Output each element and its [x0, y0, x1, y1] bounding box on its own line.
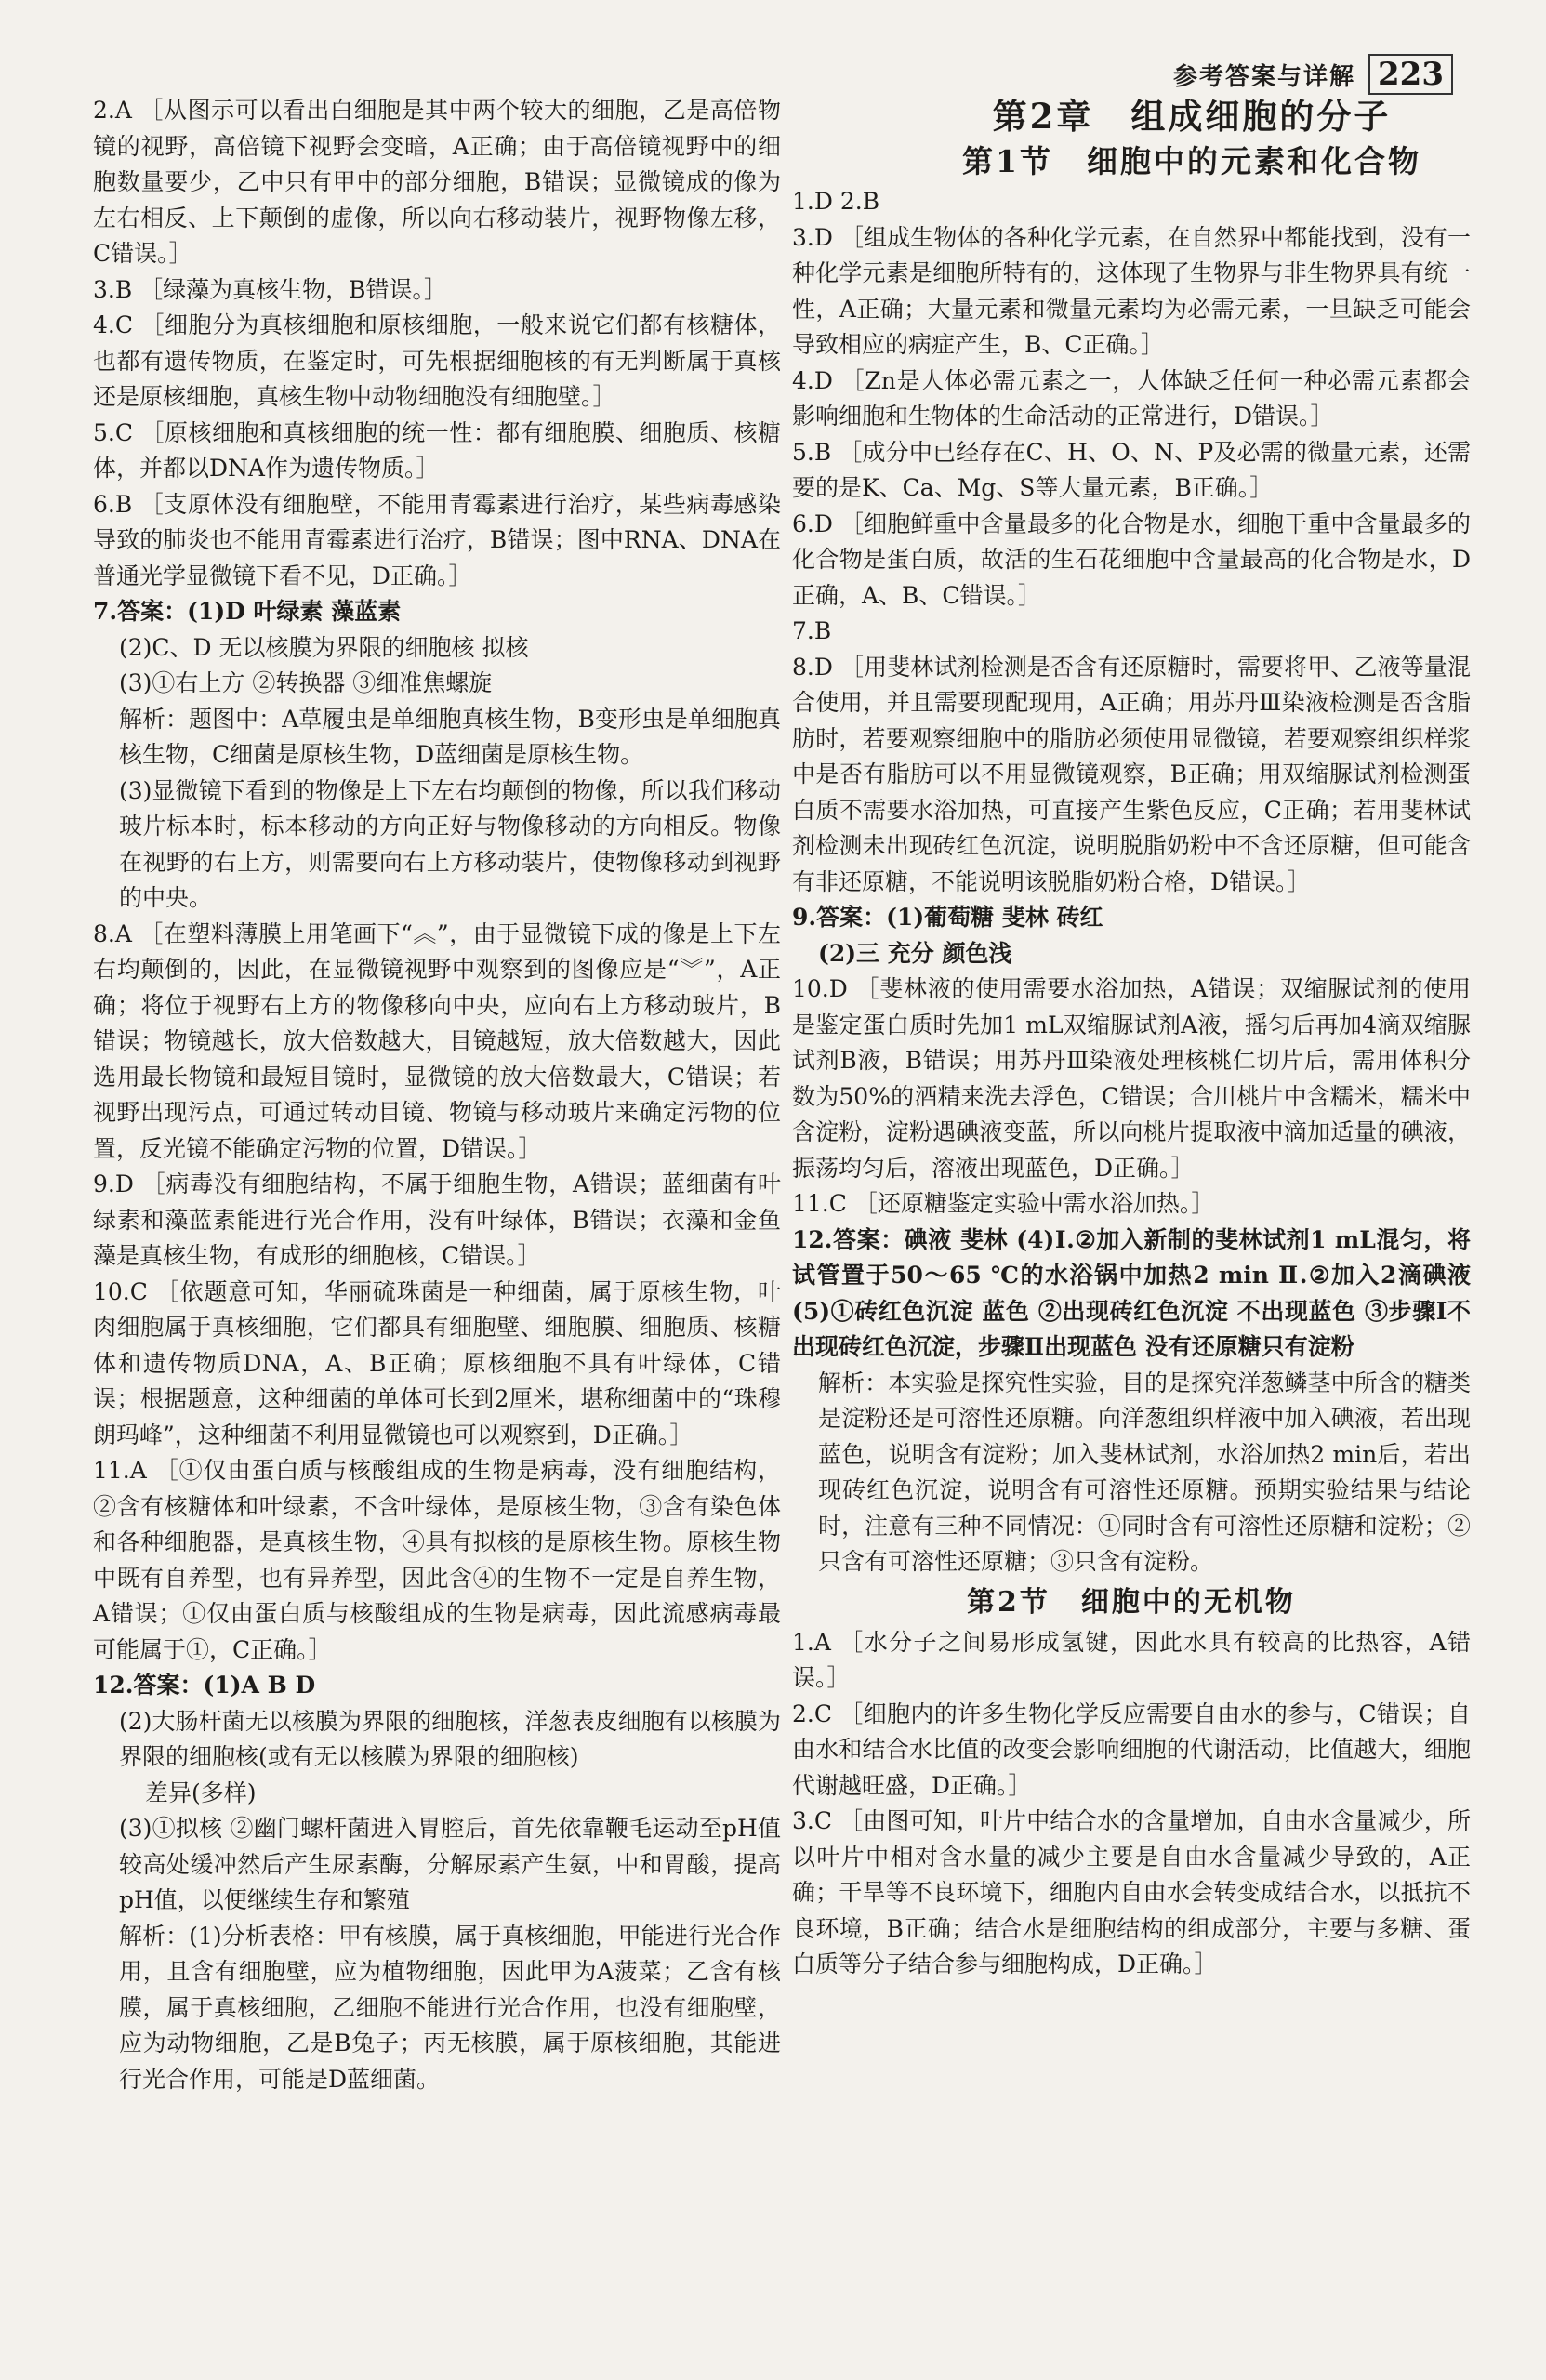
answer-item: 8.A ［在塑料薄膜上用笔画下“︽”，由于显微镜下成的像是上下左右均颠倒的，因此，在显微镜视野中观察到的图像应是“︾”，A正确；将位于视野右上方的物像移向中央，应向右上方移动玻片，B错误；物镜越长，放大倍数越大，目镜越短，放大倍数越大，因此选用最长物镜和最短目镜时，显微镜的放大倍数最大，C错误；若视野出现污点，可通过转动目镜、物镜与移动玻片来确定污物的位置，反光镜不能确定污物的位置，D错误。］: [93, 919, 781, 1162]
answer-item: 10.D ［斐林液的使用需要水浴加热，A错误；双缩脲试剂的使用是鉴定蛋白质时先加1 mL双缩脲试剂A液，摇匀后再加4滴双缩脲试剂B液，B错误；用苏丹Ⅲ染液处理核桃仁切片后，需用体积分数为50%的酒精来洗去浮色，C错误；合川桃片中含糯米，糯米中含淀粉，淀粉遇碘液变蓝，所以向桃片提取液中滴加适量的碘液，振荡均匀后，溶液出现蓝色，D正确。］: [792, 975, 1471, 1182]
answer-item: 3.C ［由图可知，叶片中结合水的含量增加，自由水含量减少，所以叶片中相对含水量的减少主要是自由水含量减少导致的，A正确；干旱等不良环境下，细胞内自由水会转变成结合水，以抵抗不良环境，B正确；结合水是细胞结构的组成部分，主要与多糖、蛋白质等分子结合参与细胞构成，D正确。］: [792, 1807, 1471, 1977]
answer-item: 10.C ［依题意可知，华丽硫珠菌是一种细菌，属于原核生物，叶肉细胞属于真核细胞，它们都具有细胞壁、细胞膜、细胞质、核糖体和遗传物质DNA，A、B正确；原核细胞不具有叶绿体，C错误；根据题意，这种细菌的单体可长到2厘米，堪称细菌中的“珠穆朗玛峰”，这种细菌不利用显微镜也可以观察到，D正确。］: [93, 1277, 781, 1448]
page-number: 223: [1368, 54, 1453, 95]
analysis-text: (3)显微镜下看到的物像是上下左右均颠倒的物像，所以我们移动玻片标本时，标本移动的方向正好与物像移动的方向相反。物像在视野的右上方，则需要向右上方移动装片，使物像移动到视野的中央。: [119, 776, 781, 911]
left-column: [93, 93, 781, 2097]
answer-item: 8.D ［用斐林试剂检测是否含有还原糖时，需要将甲、乙液等量混合使用，并且需要现配现用，A正确；用苏丹Ⅲ染液检测是否含脂肪时，若要观察细胞中的脂肪必须使用显微镜，若要观察组织样浆中是否有脂肪可以不用显微镜观察，B正确；用双缩脲试剂检测蛋白质不需要水浴加热，可直接产生紫色反应，C正确；若用斐林试剂检测未出现砖红色沉淀，说明脱脂奶粉中不含还原糖，但可能含有非还原糖，不能说明该脱脂奶粉合格，D错误。］: [792, 653, 1471, 895]
answer-item: 2.C ［细胞内的许多生物化学反应需要自由水的参与，C错误；自由水和结合水比值的改变会影响细胞的代谢活动，比值越大，细胞代谢越旺盛，D正确。］: [792, 1699, 1471, 1799]
answer-item: 6.B ［支原体没有细胞壁，不能用青霉素进行治疗，某些病毒感染导致的肺炎也不能用青霉素进行治疗，B错误；图中RNA、DNA在普通光学显微镜下看不见，D正确。］: [93, 490, 781, 589]
answer-line: (3)①拟核 ②幽门螺杆菌进入胃腔后，首先依靠鞭毛运动至pH值较高处缓冲然后产生尿素酶，分解尿素产生氨，中和胃酸，提高pH值，以便继续生存和繁殖: [119, 1815, 781, 1913]
answer-item: 1.D 2.B: [792, 188, 880, 215]
answer-line: (3)①右上方 ②转换器 ③细准焦螺旋: [119, 669, 493, 696]
right-column: [792, 93, 1471, 1983]
answer-item: 3.B ［绿藻为真核生物，B错误。］: [93, 275, 448, 303]
answer-line: (2)C、D 无以核膜为界限的细胞核 拟核: [119, 633, 529, 661]
answer-heading: 7.答案：(1)D 叶绿素 藻蓝素: [93, 598, 402, 625]
answer-item: 11.A ［①仅由蛋白质与核酸组成的生物是病毒，没有细胞结构，②含有核糖体和叶绿素，不含叶绿体，是原核生物，③含有染色体和各种细胞器，是真核生物，④具有拟核的是原核生物。原核生物中既有自养型，也有异养型，因此含④的生物不一定是自养生物，A错误；①仅由蛋白质与核酸组成的生物是病毒，因此流感病毒最可能属于①，C正确。］: [93, 1457, 781, 1663]
answer-heading: 9.答案：(1)葡萄糖 斐林 砖红: [792, 904, 1103, 931]
answer-item: 5.B ［成分中已经存在C、H、O、N、P及必需的微量元素，还需要的是K、Ca、Mg、S等大量元素，B正确。］: [792, 438, 1471, 501]
header-title: 参考答案与详解: [1173, 62, 1356, 91]
analysis-text: 解析：题图中：A草履虫是单细胞真核生物，B变形虫是单细胞真核生物，C细菌是原核生物，D蓝细菌是原核生物。: [119, 705, 781, 768]
answer-item: 4.D ［Zn是人体必需元素之一，人体缺乏任何一种必需元素都会影响细胞和生物体的生命活动的正常进行，D错误。］: [792, 366, 1471, 430]
answer-line: (2)大肠杆菌无以核膜为界限的细胞核，洋葱表皮细胞有以核膜为界限的细胞核(或有无以核膜为界限的细胞核): [119, 1707, 781, 1770]
chapter-title: 第2章 组成细胞的分子: [992, 96, 1392, 137]
answer-item: 5.C ［原核细胞和真核细胞的统一性：都有细胞膜、细胞质、核糖体，并都以DNA作为遗传物质。］: [93, 418, 781, 482]
answer-line: (2)三 充分 颜色浅: [818, 939, 1012, 967]
answer-item: 1.A ［水分子之间易形成氢键，因此水具有较高的比热容，A错误。］: [792, 1628, 1471, 1691]
answer-heading: 12.答案：碘液 斐林 (4)Ⅰ.②加入新制的斐林试剂1 mL混匀，将试管置于50～65 ℃的水浴锅中加热2 min Ⅱ.②加入2滴碘液 (5)①砖红色沉淀 蓝色 ②出现砖红色沉淀 不出现蓝色 ③步骤Ⅰ不出现砖红色沉淀，步骤Ⅱ出现蓝色 没有还原糖只有淀粉: [792, 1225, 1471, 1360]
answer-item: 6.D ［细胞鲜重中含量最多的化合物是水，细胞干重中含量最多的化合物是蛋白质，故活的生石花细胞中含量最高的化合物是水，D正确，A、B、C错误。］: [792, 509, 1471, 609]
answer-line: 差异(多样): [145, 1778, 257, 1806]
answer-item: 11.C ［还原糖鉴定实验中需水浴加热。］: [792, 1190, 1215, 1217]
answer-heading: 12.答案：(1)A B D: [93, 1672, 316, 1699]
section-title: 第1节 细胞中的元素和化合物: [962, 143, 1421, 179]
section-title: 第2节 细胞中的无机物: [967, 1585, 1296, 1619]
analysis-text: 解析：本实验是探究性实验，目的是探究洋葱鳞茎中所含的糖类是淀粉还是可溶性还原糖。向洋葱组织样液中加入碘液，若出现蓝色，说明含有淀粉；加入斐林试剂，水浴加热2 min后，若出现砖红色沉淀，说明含有可溶性还原糖。预期实验结果与结论时，注意有三种不同情况：①同时含有可溶性还原糖和淀粉；②只含有可溶性还原糖；③只含有淀粉。: [818, 1368, 1471, 1575]
answer-item: 4.C ［细胞分为真核细胞和原核细胞，一般来说它们都有核糖体，也都有遗传物质，在鉴定时，可先根据细胞核的有无判断属于真核还是原核细胞，真核生物中动物细胞没有细胞壁。］: [93, 311, 781, 410]
answer-item: 9.D ［病毒没有细胞结构，不属于细胞生物，A错误；蓝细菌有叶绿素和藻蓝素能进行光合作用，没有叶绿体，B错误；衣藻和金鱼藻是真核生物，有成形的细胞核，C错误。］: [93, 1170, 781, 1269]
analysis-text: 解析：(1)分析表格：甲有核膜，属于真核细胞，甲能进行光合作用，且含有细胞壁，应为植物细胞，因此甲为A菠菜；乙含有核膜，属于真核细胞，乙细胞不能进行光合作用，也没有细胞壁，应为动物细胞，乙是B兔子；丙无核膜，属于原核细胞，其能进行光合作用，可能是D蓝细菌。: [119, 1922, 781, 2093]
answer-item: 2.A ［从图示可以看出白细胞是其中两个较大的细胞，乙是高倍物镜的视野，高倍镜下视野会变暗，A正确；由于高倍镜视野中的细胞数量要少，乙中只有甲中的部分细胞，B错误；显微镜成的像为左右相反、上下颠倒的虚像，所以向右移动装片，视野物像左移，C错误。］: [93, 97, 781, 267]
answer-item: 3.D ［组成生物体的各种化学元素，在自然界中都能找到，没有一种化学元素是细胞所特有的，这体现了生物界与非生物界具有统一性，A正确；大量元素和微量元素均为必需元素，一旦缺乏可能会导致相应的病症产生，B、C正确。］: [792, 223, 1471, 358]
answer-item: 7.B: [792, 617, 832, 644]
page-header: [1173, 54, 1453, 95]
